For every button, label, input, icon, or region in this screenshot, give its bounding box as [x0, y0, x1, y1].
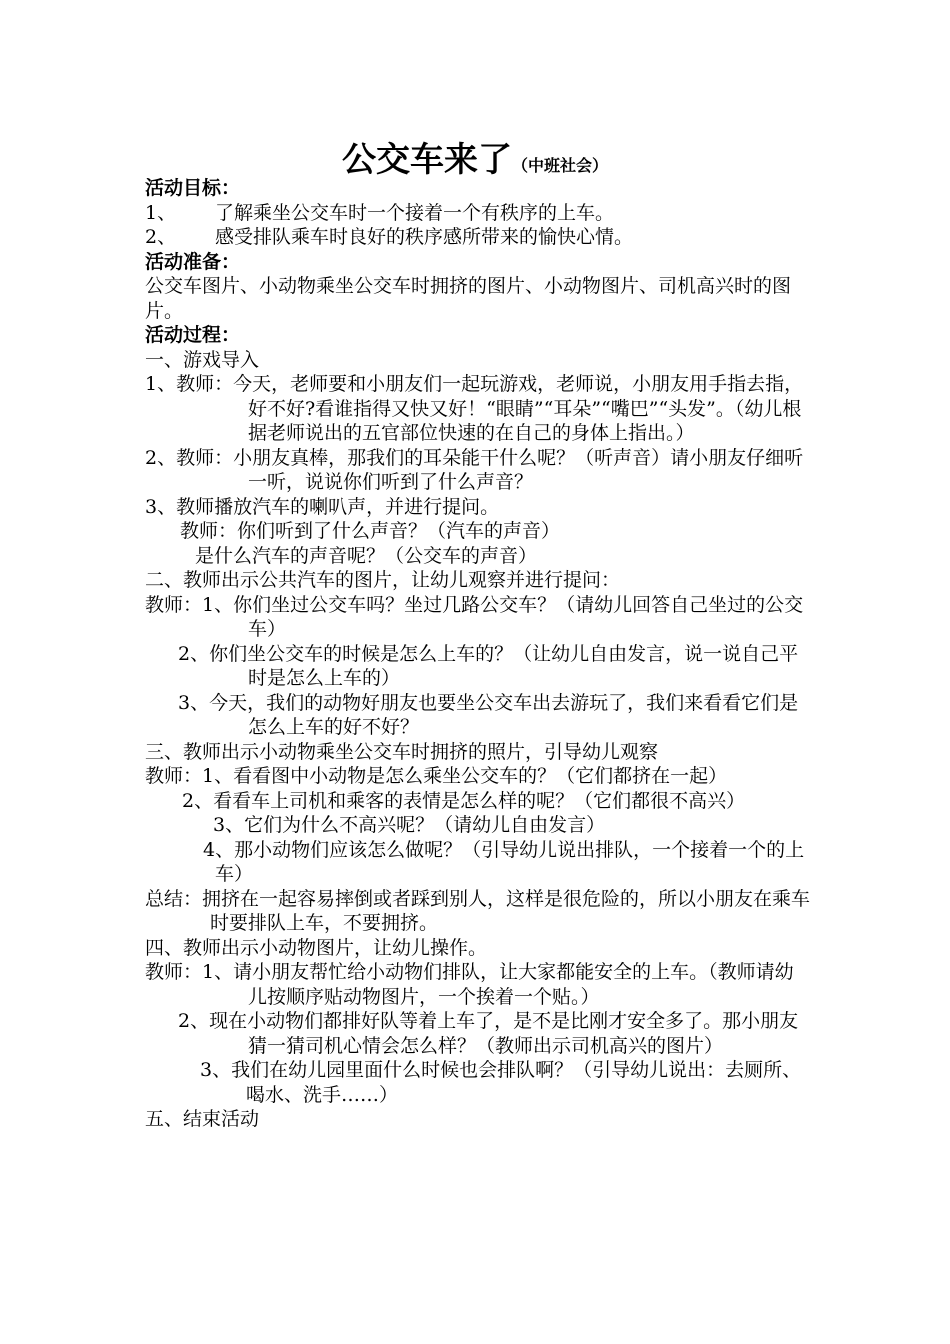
section-title: 五、结束活动: [145, 1108, 260, 1130]
goals-heading: 活动目标：: [145, 177, 241, 199]
paragraph: 是什么汽车的声音呢？（公交车的声音）: [195, 544, 538, 567]
question: 3、它们为什么不高兴呢？（请幼儿自由发言）: [213, 814, 606, 836]
summary: 总结：拥挤在一起容易摔倒或者踩到别人，这样是很危险的，所以小朋友在乘车时要排队上车，不要拥挤。: [145, 887, 811, 934]
prep-heading: 活动准备：: [145, 250, 241, 273]
question: 2、现在小动物们都排好队等着上车了，是不是比刚才安全多了。那小朋友猜一猜司机心情会怎么样？（教师出示司机高兴的图片）: [178, 1010, 799, 1057]
question: 教师：1、看看图中小动物是怎么乘坐公交车的？（它们都挤在一起）: [145, 765, 728, 787]
document-body: [145, 176, 810, 1132]
goal-number: 1、: [145, 201, 177, 224]
goal-text: 感受排队乘车时良好的秩序感所带来的愉快心情。: [215, 226, 634, 248]
question: 3、我们在幼儿园里面什么时候也会排队啊？（引导幼儿说出：去厕所、喝水、洗手……）: [200, 1059, 802, 1106]
section-title: 二、教师出示公共汽车的图片，让幼儿观察并进行提问：: [145, 569, 621, 591]
question: 3、今天，我们的动物好朋友也要坐公交车出去游玩了，我们来看看它们是怎么上车的好不好？: [178, 691, 799, 738]
title-main: 公交车来了: [341, 140, 512, 180]
question: 4、那小动物们应该怎么做呢？（引导幼儿说出排队，一个接着一个的上车）: [203, 838, 805, 885]
goal-text: 了解乘坐公交车时一个接着一个有秩序的上车。: [215, 201, 615, 224]
section-title: 一、游戏导入: [145, 348, 260, 371]
section-title: 四、教师出示小动物图片，让幼儿操作。: [145, 936, 488, 959]
question: 教师：1、你们坐过公交车吗？坐过几路公交车？（请幼儿回答自己坐过的公交车）: [145, 593, 804, 640]
paragraph: 教师：你们听到了什么声音？（汽车的声音）: [180, 520, 561, 542]
question: 2、你们坐公交车的时候是怎么上车的？（让幼儿自由发言，说一说自己平时是怎么上车的）: [178, 642, 799, 689]
goal-number: 2、: [145, 226, 177, 248]
paragraph: 3、教师播放汽车的喇叭声，并进行提问。: [145, 495, 500, 518]
question: 2、看看车上司机和乘客的表情是怎么样的呢？（它们都很不高兴）: [182, 789, 746, 812]
paragraph: 1、教师：今天，老师要和小朋友们一起玩游戏，老师说，小朋友用手指去指，好不好?看谁指得又快又好！“眼睛”“耳朵”“嘴巴”“头发”。（幼儿根据老师说出的五官部位快速的在自己的身体上指出。）: [145, 373, 804, 444]
prep-text: 公交车图片、小动物乘坐公交车时拥挤的图片、小动物图片、司机高兴时的图片。: [145, 275, 792, 322]
question: 教师：1、请小朋友帮忙给小动物们排队，让大家都能安全的上车。（教师请幼儿按顺序贴动物图片，一个挨着一个贴。）: [145, 961, 794, 1008]
process-heading: 活动过程：: [145, 324, 241, 346]
goal-item: [145, 225, 810, 250]
document-title: [0, 132, 950, 181]
section-title: 三、教师出示小动物乘坐公交车时拥挤的照片，引导幼儿观察: [145, 740, 659, 763]
paragraph: 2、教师：小朋友真棒，那我们的耳朵能干什么呢？（听声音）请小朋友仔细听一听，说说你们听到了什么声音？: [145, 446, 804, 493]
title-subtitle: （中班社会）: [511, 156, 608, 175]
goal-item: [145, 201, 810, 226]
